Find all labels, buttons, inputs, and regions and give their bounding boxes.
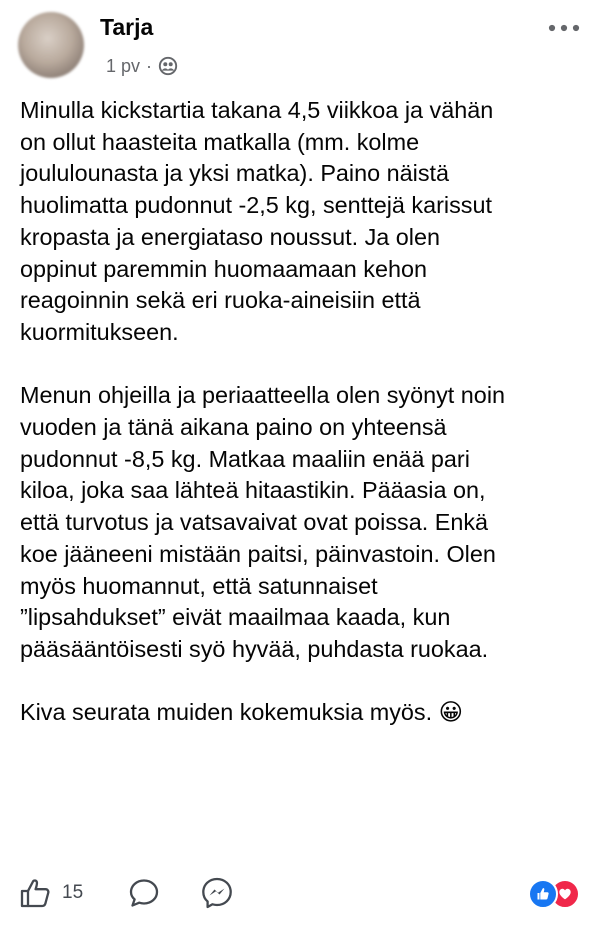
- post-header: [0, 0, 600, 95]
- like-count: 15: [62, 882, 84, 903]
- more-options-button[interactable]: [544, 14, 584, 42]
- post-paragraph: Minulla kickstartia takana 4,5 viikkoa ja vähän on ollut haasteita matkalla (mm. kolme joululounasta ja yksi matka). Paino näistä huolimatta pudonnut -2,5 kg, senttejä karissut kropasta ja energiataso noussut. Ja olen oppinut paremmin huomaamaan kehon reagoinnin sekä eri ruoka-aineisiin että kuormitukseen.: [20, 97, 494, 345]
- post-meta: [106, 55, 178, 77]
- avatar[interactable]: [18, 12, 84, 78]
- post-paragraph: Kiva seurata muiden kokemuksia myös. 😀: [20, 699, 463, 726]
- comment-button[interactable]: [127, 876, 161, 915]
- like-button[interactable]: [18, 876, 83, 910]
- like-reaction-icon: [528, 879, 558, 909]
- meta-separator: ·: [146, 55, 153, 76]
- post-time[interactable]: 1 pv: [106, 55, 141, 76]
- more-icon: [547, 23, 581, 33]
- reactions-summary[interactable]: [528, 879, 580, 907]
- messenger-share-button[interactable]: [199, 875, 235, 916]
- post-body: [20, 95, 590, 761]
- friends-icon[interactable]: [158, 56, 178, 76]
- thumbs-up-icon: [18, 876, 52, 910]
- post-actions: [0, 870, 600, 916]
- author-name[interactable]: Tarja: [100, 14, 154, 40]
- comment-icon: [127, 876, 161, 910]
- post-paragraph: Menun ohjeilla ja periaatteella olen syönyt noin vuoden ja tänä aikana paino on yhteensä pudonnut -8,5 kg. Matkaa maaliin enää pari kiloa, joka saa lähteä hitaastikin. Pääasia on, että turvotus ja vatsavaivat ovat poissa. Enkä koe jääneeni mistään paitsi, päinvastoin. Olen myös huomannut, että satunnaiset ”lipsahdukset” eivät maailmaa kaada, kun pääsääntöisesti syö hyvää, puhdasta ruokaa.: [20, 382, 506, 662]
- messenger-icon: [199, 875, 235, 911]
